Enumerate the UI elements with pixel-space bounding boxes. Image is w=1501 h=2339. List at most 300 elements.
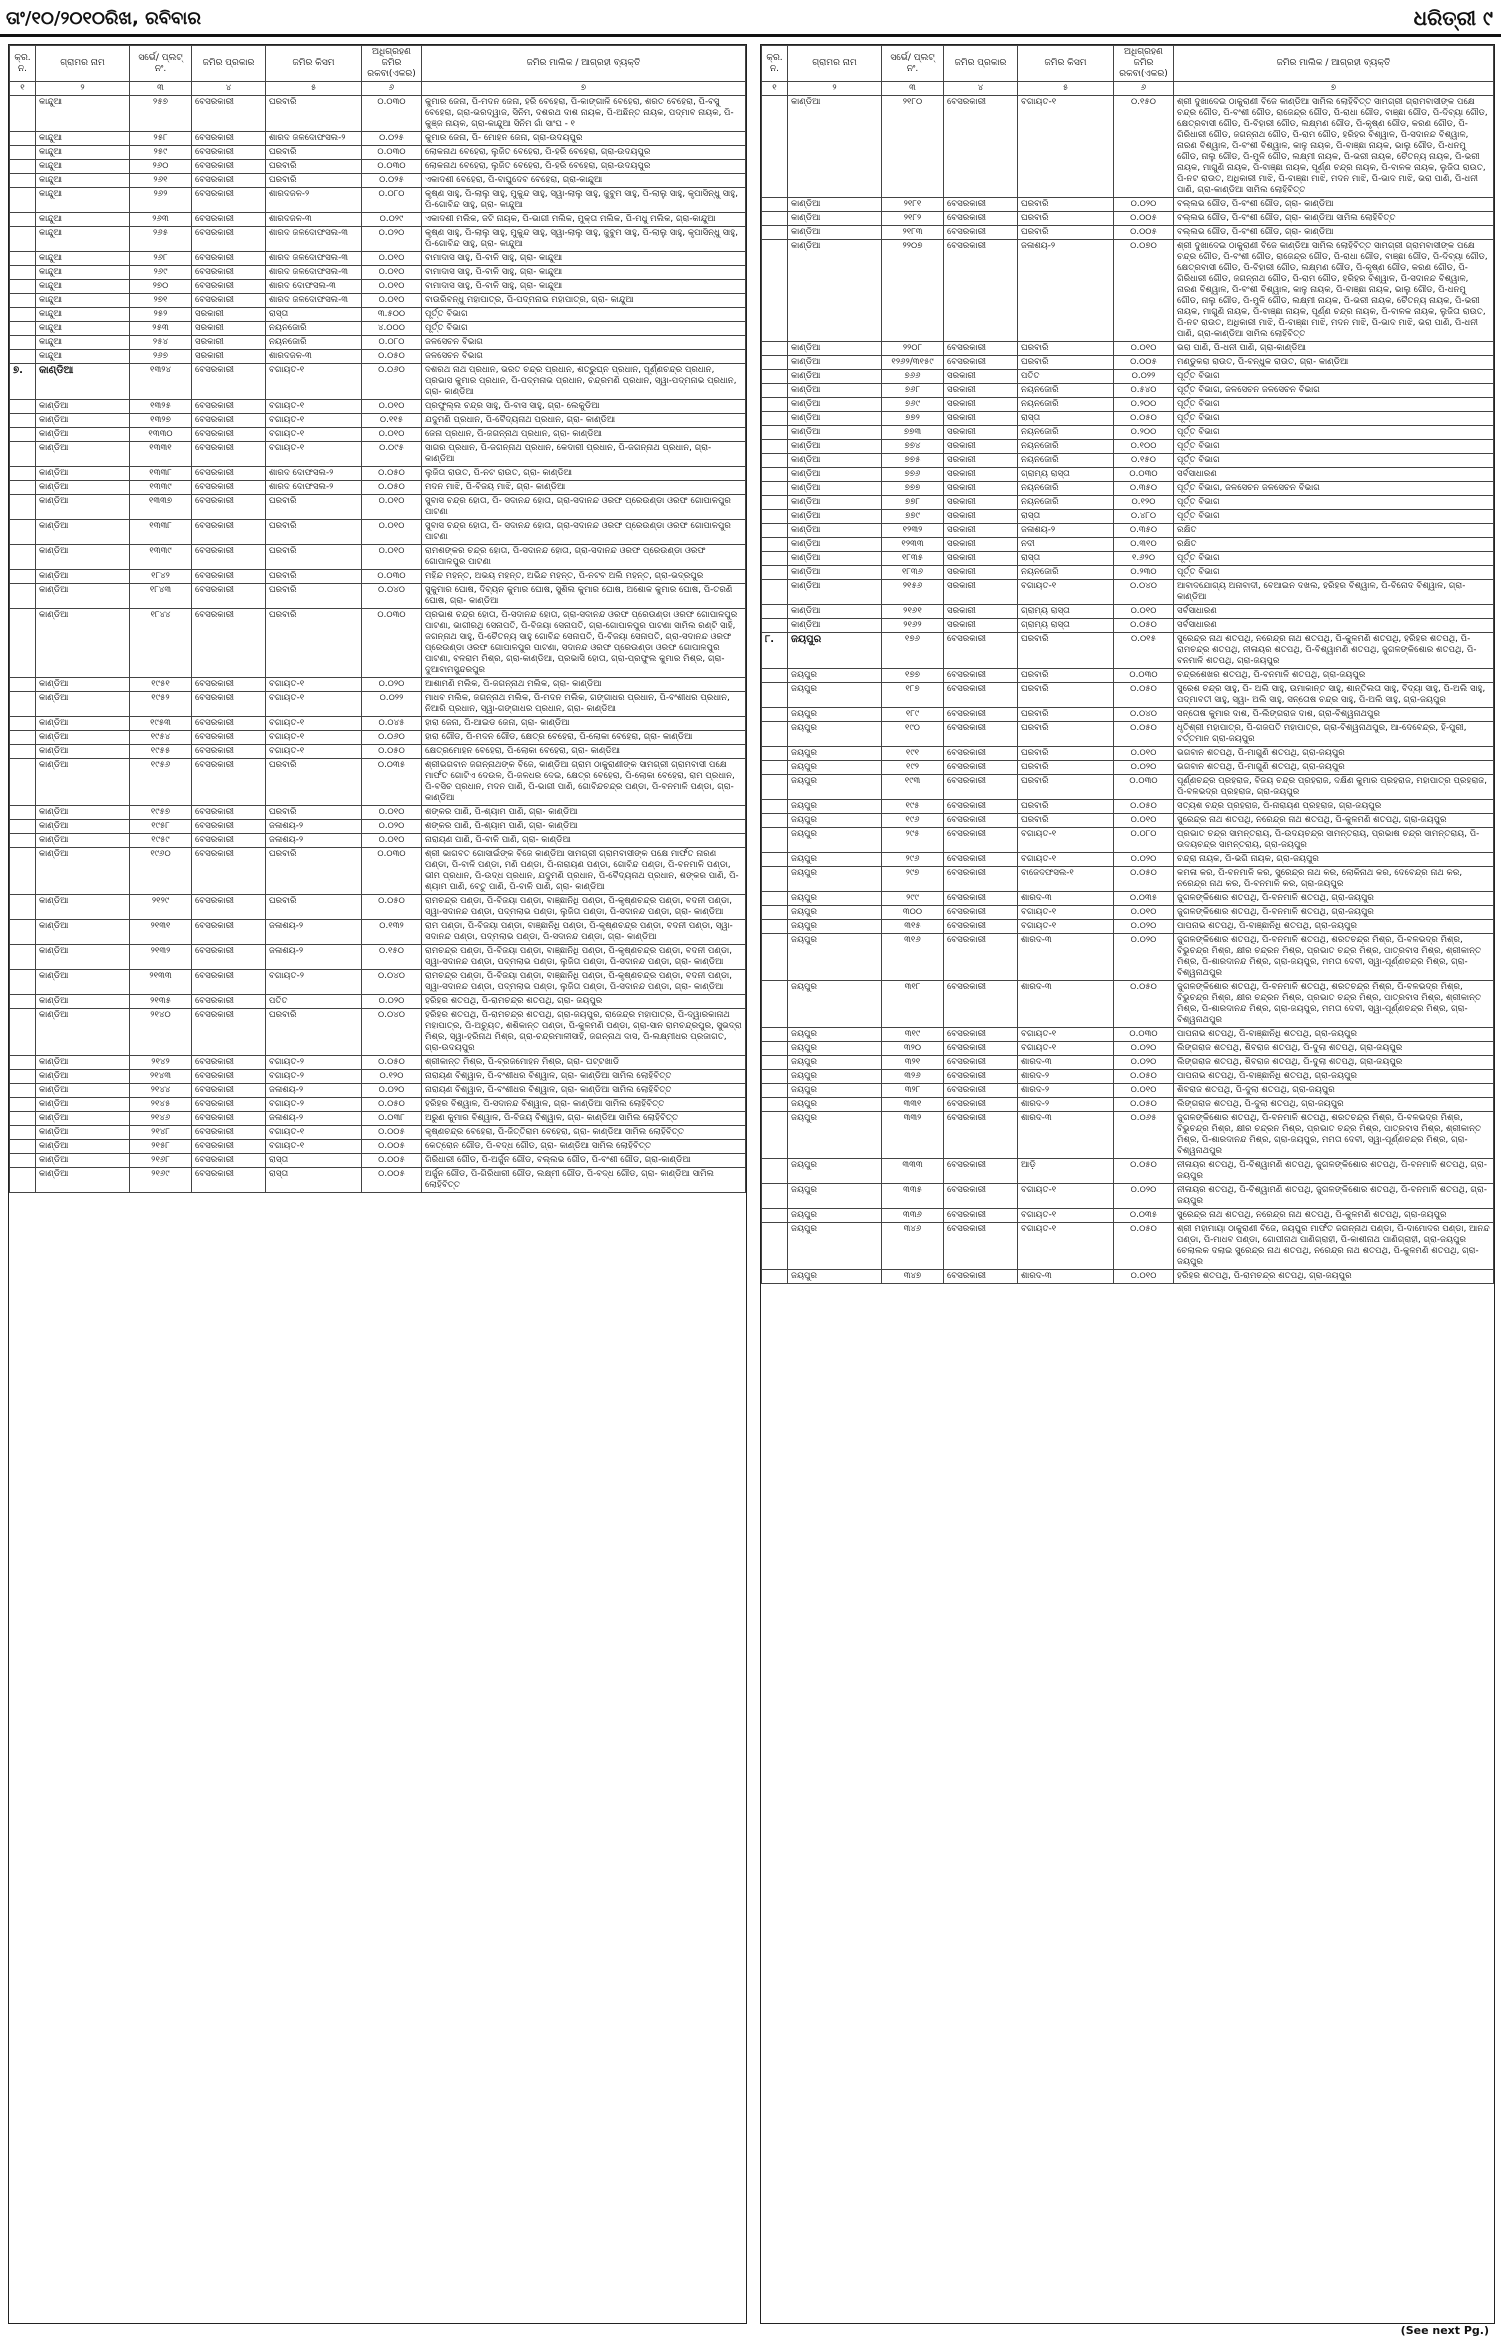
plot-cell: ୩୧୬ [882,934,944,981]
plot-cell: ୨୧୪୨ [130,1056,192,1070]
table-row [10,495,746,520]
land-type-cell: ବେସରକାରୀ [944,342,1018,356]
area-cell: ୦.୦୦୫ [1114,356,1174,370]
area-cell: ୦.୦୨୦ [1114,761,1174,775]
table-row [10,146,746,160]
plot-cell: ୧୩୨୫ [130,400,192,414]
sl-cell [762,1209,788,1223]
table-row [762,1223,1494,1270]
village-cell: କାଣ୍ଡିଆ [788,398,882,412]
kisam-cell: ପତିତ [266,995,362,1009]
owner-cell: ପୂର୍ତ୍ତ ବିଭାଗ [1174,552,1494,566]
plot-cell: ୧୯୬ [882,814,944,828]
sl-cell [762,468,788,482]
owner-cell: ନୀଳାୟର ଶତପଥି, ପି-ବିଶ୍ୱାମଣି ଶତପଥି, ଜୁଗଳଙ୍କିଶୋର ଶତପଥି, ପି-ବନମାଳି ଶତପଥି, ଗ୍ରା-ଜୟପୁର [1174,1159,1494,1184]
land-type-cell: ବେସରକାରୀ [192,227,266,252]
owner-cell: ଶ୍ରୀ ଦୁଖାଦେଇ ଠାକୁରାଣୀ ବିଜେ କାଣ୍ଡିଆ ସାମିଲ ଲୋହିବିତ୍ତ ସାମଗ୍ରୀ ଗ୍ରାମବାସୀଙ୍କ ପକ୍ଷେ ଚନ୍ଦ୍ର ଗୌଡ, ପି-ବଂଶୀ ଗୌଡ, ରାଜେନ୍ଦ୍ର ଗୌଡ, ପି-ରାଧା ଗୌଡ, ବାଞ୍ଛା ଗୌଡ, ପି-ଦିବ୍ୟା ଗୌଡ, କ୍ଷେତ୍ରବାସୀ ଗୌଡ, ପି-ବିହାରୀ ଗୌଡ, ଲକ୍ଷ୍ମଣ ଗୌଡ, ପି-କୃଷ୍ଣ ଗୌଡ, କରଣ ଗୌଡ, ପି-ଗିରିଧାରୀ ଗୌଡ, ଜଗନ୍ନାଥ ଗୌଡ, ପି-ରାମ ଗୌଡ, ହରିହର ବିଶ୍ୱାଳ, ପି-ସଦାନନ୍ଦ ବିଶ୍ୱାଳ, ନାରଣ ବିଶ୍ୱାଳ, ପି-ବଂଶୀ ବିଶ୍ୱାଳ, କାଳୁ ନାୟକ, ପି-ବାଞ୍ଛା ନାୟକ, ଭାଲୁ ଗୌଡ, ପି-ଧନମୁ ଗୌଡ, ନାଲୁ ଗୌଡ, ପି-ମୁଳି ଗୌଡ, ଲକ୍ଷ୍ମୀ ନାୟକ, ପି-ଭରୀ ନାୟକ, ଚୈତନ୍ୟ ନାୟକ, ପି-ଭରୀ ନାୟକ, ମାଗୁଣି ନାୟକ, ପି-ବାଞ୍ଛା ନାୟକ, ପୂର୍ଣ୍ଣ ଚନ୍ଦ୍ର ନାୟକ, ପି-ବାଳକ ନାୟକ, ଲୁଜିତା ରାଉତ, ପି-ନଟ ରାଉତ, ଅଧିକାରୀ ମାଝି, ପି-ବାଞ୍ଛା ମାଝି, ମଦନ ମାଝି, ପି-ଭାଦ ମାଝି, ଭରା ପାଣି, ପି-ଧନୀ ପାଣି, ଗ୍ରା-କାଣ୍ଡିଆ ସାମିଲ ଲୋହିବିତ୍ତ [1174,240,1494,342]
table-row [762,426,1494,440]
kisam-cell: ଘରବାରି [266,609,362,678]
village-cell: କାଣ୍ଡିଆ [36,442,130,467]
table-row [762,510,1494,524]
owner-cell: ସର୍ବସାଧାରଣ [1174,619,1494,633]
table-row [10,467,746,481]
sl-cell [10,146,36,160]
table-row [10,570,746,584]
land-type-cell: ବେସରକାରୀ [944,906,1018,920]
area-cell: ୩.୫୦୦ [362,308,422,322]
plot-cell: ୩୧୯ [882,1028,944,1042]
area-cell: ୦.୦୪୫ [362,717,422,731]
village-cell: ଜୟପୁର [788,934,882,981]
land-type-cell: ବେସରକାରୀ [944,1056,1018,1070]
plot-cell: ୧୨୬୨/୩୧୫୯ [882,356,944,370]
area-cell: ୦.୦୧୦ [362,280,422,294]
sl-cell [762,566,788,580]
area-cell: ୦.୦୨୦ [1114,853,1174,867]
table-row [762,482,1494,496]
owner-cell: ମହିନ୍ଦ ମହନ୍ତ, ଅଭୟ ମହନ୍ତ, ଅଭିନ୍ଦ ମହନ୍ତ, ପି-ନଟବ ଅଲି ମହନ୍ତ, ଗ୍ରା-ଭଦ୍ରପୁର [422,570,746,584]
owner-cell: ପୂର୍ଣ୍ଣଚନ୍ଦ୍ର ପ୍ରହରାଜ, ବିଜୟ ଚନ୍ଦ୍ର ପ୍ରହରାଜ, ଦକ୍ଷିଣ କୁମାର ପ୍ରହରାଜ, ମହାପାତ୍ର ପ୍ରହରାଜ, ପି-ବଳଭଦ୍ର ପ୍ରହରାଜ, ଗ୍ରା-ଜୟପୁର [1174,775,1494,800]
owner-cell: ରକ୍ଷିତ [1174,524,1494,538]
sl-cell [10,806,36,820]
land-type-cell: ବେସରକାରୀ [192,252,266,266]
area-cell: ୦.୦୨୦ [1114,1056,1174,1070]
land-type-cell: ବେସରକାରୀ [192,495,266,520]
kisam-cell: ଘରବାରି [266,174,362,188]
plot-cell: ୨୧୪୫ [130,1098,192,1112]
sl-cell [762,920,788,934]
table-row [762,633,1494,669]
kisam-cell: ଘରବାରି [1018,198,1114,212]
sl-cell [762,1159,788,1184]
sl-cell [762,524,788,538]
kisam-cell: ନୟନଜୋରି [1018,454,1114,468]
land-type-cell: ବେସରକାରୀ [192,570,266,584]
sl-cell [762,212,788,226]
area-cell: ୦.୦୧୦ [362,400,422,414]
kisam-cell: ରାସ୍ତା [1018,552,1114,566]
land-type-cell: ବେସରକାରୀ [944,722,1018,747]
kisam-cell: ଶାରଦ ଜଳଦୋଫସଲ-୩ [266,266,362,280]
plot-cell: ୩୨୮ [882,1084,944,1098]
sl-cell [10,428,36,442]
kisam-cell: ଗ୍ରାମ୍ୟ ରାସ୍ତା [1018,468,1114,482]
sl-cell [10,520,36,545]
table-header-row [10,46,746,82]
plot-cell: ୧୯୫୯ [130,834,192,848]
area-cell: ୦.୧୩୨ [362,920,422,945]
table-row [762,683,1494,708]
area-cell: ୦.୦୨୦ [362,820,422,834]
table-row [762,342,1494,356]
sl-cell [762,761,788,775]
kisam-cell: ଘରବାରି [1018,761,1114,775]
plot-cell: ୨୧୮୧ [882,198,944,212]
table-row [762,892,1494,906]
owner-cell: ସୁବାସ ଚନ୍ଦ୍ର ହୋତା, ପି- ସଦାନନ୍ଦ ହୋତା, ଗ୍ରା-ସଦାନନ୍ଦ ଓରଫ ପ୍ରେଉଣ୍ଡା ଓରଫ ଗୋପାଳପୁର ପାଟଣା [422,520,746,545]
land-type-cell: ବେସରକାରୀ [192,188,266,213]
land-type-cell: ବେସରକାରୀ [944,853,1018,867]
sl-cell [10,308,36,322]
kisam-cell: ଶାରଦ-୨ [1018,1084,1114,1098]
village-cell: ଜୟପୁର [788,1159,882,1184]
village-cell: କାଣ୍ଡିଆ [36,609,130,678]
plot-cell: ୧୭୭ [882,669,944,683]
sl-cell [10,160,36,174]
land-type-cell: ବେସରକାରୀ [944,1098,1018,1112]
sl-cell [10,731,36,745]
village-cell: ଜୟପୁର [788,1028,882,1042]
village-cell: କାଣ୍ଡିଆ [36,920,130,945]
table-row [10,400,746,414]
area-cell: ୦.୦୩୦ [362,570,422,584]
table-row [10,364,746,400]
village-cell: କାଣ୍ଡିଆ [788,619,882,633]
owner-cell: କୁମାର ଜେନା, ପି-ମଦନ ଜେନା, ହରି ବେହେରା, ପି-କାଙ୍ଗାଳି ବେହେରା, ଶରତ ବେହେରା, ପି-ବସୁ ବେହେରା, ଗ୍ରା-ଭରଦ୍ୱାଜ, ସିନିମ, ଦଶରଥ ଦାଶ ନାୟକ, ପି-ଅଛିନ୍ତ ନାୟକ, ପଦ୍ମାବ ନାୟକ, ପି-କୁଞ୍ଜ ନାୟକ, ଗ୍ରା-କାନ୍ଦୁଆ ସିନିମ ଗାଁ ସାଂଘ - ୧ [422,96,746,132]
sl-cell [10,745,36,759]
land-type-cell: ବେସରକାରୀ [192,920,266,945]
land-type-cell: ବେସରକାରୀ [944,1184,1018,1209]
sl-cell [10,266,36,280]
plot-cell: ୨୯୫ [882,828,944,853]
plot-cell: ୨୯୭ [882,867,944,892]
owner-cell: ଜୁଗଳଙ୍କିଶୋର ଶତପଥି, ପି-ବନମାଳି ଶତପଥି, ଗ୍ରା-ଜୟପୁର [1174,906,1494,920]
sl-cell [10,174,36,188]
land-type-cell: ସରକାରୀ [944,454,1018,468]
kisam-cell: ବଗାୟତ-୧ [1018,906,1114,920]
owner-cell: ପୂର୍ତ୍ତ ବିଭାଗ [1174,510,1494,524]
plot-cell: ୨୫୪ [130,336,192,350]
table-row [10,848,746,895]
land-type-cell: ବେସରକାରୀ [192,995,266,1009]
owner-cell: ଅରୁଣ କୁମାର ବିଶ୍ୱାଳ, ପି-ବିଜୟ ବିଶ୍ୱାଳ, ଗ୍ରା- କାଣ୍ଡିଆ ସାମିଲ ଲୋହିବିତ୍ତ [422,1112,746,1126]
area-cell: ୦.୦୫୦ [1114,722,1174,747]
sl-cell [762,814,788,828]
owner-cell: ମଦନ ମାଝି, ପି-ବିଜୟ ମାଝି, ଗ୍ରା- କାଣ୍ଡିଆ [422,481,746,495]
kisam-cell: ନୟନଜୋରି [266,322,362,336]
owner-cell: ଶଙ୍କର ପାଣି, ପି-ଶ୍ୟାମ ପାଣି, ଗ୍ରା- କାଣ୍ଡିଆ [422,820,746,834]
sl-cell [762,552,788,566]
kisam-cell: ଘରବାରି [1018,356,1114,370]
land-type-cell: ବେସରକାରୀ [192,834,266,848]
owner-cell: ଶ୍ରୀକାନ୍ତ ମିଶ୍ର, ପି-ବ୍ରଜମୋହନ ମିଶ୍ର, ଗ୍ରା- ଘଟ୍ଟଖାଡି [422,1056,746,1070]
kisam-cell: ଘରବାରି [1018,669,1114,683]
village-cell: କାନ୍ଦୁଆ [36,350,130,364]
table-row [762,761,1494,775]
page-label: ଧରିତ୍ରୀ ୯ [1413,6,1493,30]
table-row [10,945,746,970]
plot-cell: ୩୦୦ [882,906,944,920]
plot-cell: ୨୨୦୭ [882,240,944,342]
sl-cell [762,342,788,356]
owner-cell: ସୁବାସ ଚନ୍ଦ୍ର ହୋତା, ପି- ସଦାନନ୍ଦ ହୋତା, ଗ୍ରା-ସଦାନନ୍ଦ ଓରଫ ପ୍ରେଉଣ୍ଡା ଓରଫ ଗୋପାଳପୁର ପାଟଣା [422,495,746,520]
owner-cell: କୁମାର ଜେନା, ପି- ମୋହନ ଜେନା, ଗ୍ରା-ଉଦୟପୁର [422,132,746,146]
village-cell: କାନ୍ଦୁଆ [36,336,130,350]
village-cell: କାଣ୍ଡିଆ [788,552,882,566]
owner-cell: ନାରାୟଣ ପାଣି, ପି-ବାଳି ପାଣି, ଗ୍ରା- କାଣ୍ଡିଆ [422,834,746,848]
plot-cell: ୭୭୪ [882,440,944,454]
owner-cell: ନାରାୟଣ ବିଶ୍ୱାଳ, ପି-ବଂଶୀଧର ବିଶ୍ୱାଳ, ଗ୍ରା- କାଣ୍ଡିଆ ସାମିଲ ଲୋହିବିତ୍ତ [422,1070,746,1084]
land-type-cell: ସରକାରୀ [944,398,1018,412]
sl-cell [10,834,36,848]
table-row [10,692,746,717]
area-cell: ୦.୦୯୫ [362,442,422,467]
plot-cell: ୩୨୦ [882,1042,944,1056]
plot-cell: ୧୨୩୩ [882,538,944,552]
plot-cell: ୨୧୮୩ [882,226,944,240]
table-row [762,552,1494,566]
area-cell: ୦.୦୧୦ [362,428,422,442]
area-cell: ୦.୦୬୫ [1114,1112,1174,1159]
kisam-cell: ଘରବାରି [266,160,362,174]
village-cell: ଜୟପୁର [788,747,882,761]
village-cell: କାନ୍ଦୁଆ [36,96,130,132]
owner-cell: ପାପନାଭ ଶତପଥି, ପି-ବାଞ୍ଛାନିଧି ଶତପଥି, ଗ୍ରା-ଜୟପୁର [1174,920,1494,934]
village-cell: କାଣ୍ଡିଆ [36,717,130,731]
sl-cell [10,1056,36,1070]
area-cell: ୦.୦୫୦ [362,745,422,759]
table-row [762,669,1494,683]
area-cell: ୦.୦୩୦ [1114,669,1174,683]
area-cell: ୦.୧୨୦ [1114,496,1174,510]
table-row [10,1126,746,1140]
sl-cell [10,294,36,308]
table-row [762,1084,1494,1098]
land-type-cell: ସରକାରୀ [192,336,266,350]
kisam-cell: ବାଜେଦଫସଲ-୧ [1018,867,1114,892]
owner-cell: ପୂର୍ତ୍ତ ବିଭାଗ, ଜଳସେଚନ ଜଳସେଚନ ବିଭାଗ [1174,384,1494,398]
sl-cell [10,920,36,945]
owner-cell: ଅର୍ଜୁନ ଗୌଡ, ପି-ଗିରିଧାରୀ ଗୌଡ, ଲକ୍ଷ୍ମୀ ଗୌଡ, ପି-ବଦ୍ଧ ଗୌଡ, ଗ୍ରା- କାଣ୍ଡିଆ ସାମିଲ ଲୋହିବିତ୍ତ [422,1168,746,1193]
area-cell: ୦.୦୩୦ [362,146,422,160]
owner-cell: ରାମଚନ୍ଦ୍ର ପଣ୍ଡା, ପି-ବିଜୟା ପଣ୍ଡା, ବାଞ୍ଛାନିଧି ପଣ୍ଡା, ପି-କୃଷ୍ଣଚନ୍ଦ୍ର ପଣ୍ଡା, ବଦନୀ ପଣ୍ଡା, ସ୍ୱା-ସଦାନନ୍ଦ ପଣ୍ଡା, ପଦ୍ମଲାଭ ପଣ୍ଡା, ଲୁଜିତା ପଣ୍ଡା, ପି-ସଦାନନ୍ଦ ପଣ୍ଡା, ଗ୍ରା- କାଣ୍ଡିଆ [422,970,746,995]
plot-cell: ୧୯୦ [882,722,944,747]
village-cell: କାଣ୍ଡିଆ [788,198,882,212]
col-number: ୬ [1114,82,1174,96]
owner-cell: ଯଦୁମଣି ପ୍ରଧାନ, ପି-ବୈଦ୍ୟନାଥ ପ୍ରଧାନ, ଗ୍ରା- କାଣ୍ଡିଆ [422,414,746,428]
sl-cell [10,1168,36,1193]
kisam-cell: ଜଳାଶୟ-୨ [266,1084,362,1098]
table-row [10,336,746,350]
owner-cell: ରାମ ପଣ୍ଡା, ପି-ବିଜୟା ପଣ୍ଡା, ବାଞ୍ଛାନିଧି ପଣ୍ଡା, ପି-କୃଷ୍ଣଚନ୍ଦ୍ର ପଣ୍ଡା, ବଦନୀ ପଣ୍ଡା, ସ୍ୱା-ସଦାନନ୍ଦ ପଣ୍ଡା, ପଦ୍ମଲାଭ ପଣ୍ଡା, ପି-ସଦାନନ୍ଦ ପଣ୍ଡା, ଗ୍ରା- କାଣ୍ଡିଆ [422,920,746,945]
land-type-cell: ବେସରକାରୀ [944,981,1018,1028]
sl-cell [10,467,36,481]
land-type-cell: ସରକାରୀ [944,496,1018,510]
land-type-cell: ସରକାରୀ [944,426,1018,440]
owner-cell: ପୂର୍ତ୍ତ ବିଭାଗ [1174,496,1494,510]
area-cell: ୦.୦୧୦ [1114,747,1174,761]
table-row [10,1168,746,1193]
col-number: ୭ [1174,82,1494,96]
sl-cell [10,442,36,467]
area-cell: ୦.୦୦୫ [362,1168,422,1193]
sl-cell [762,722,788,747]
owner-cell: ସୁରେନ୍ଦ୍ର ନାଥ ଶତପଥି, ନରେନ୍ଦ୍ର ନାଥ ଶତପଥି, ପି-କୁଳମଣି ଶତପଥି, ଗ୍ରା-ଜୟପୁର [1174,814,1494,828]
village-cell: କାଣ୍ଡିଆ [36,731,130,745]
land-type-cell: ବେସରକାରୀ [192,1009,266,1056]
owner-cell: କମଳା କର, ପି-ବନମାଳି କର, ସୁରେନ୍ଦ୍ର ନାଥ କର, ଲୋକିନାଥ କର, ଦେବେନ୍ଦ୍ର ନାଥ କର, ନରେନ୍ଦ୍ର ନାଥ କର, ପି-ବନମାଳି କର, ଗ୍ରା-ଜୟପୁର [1174,867,1494,892]
owner-cell: ପୂର୍ତ୍ତ ବିଭାଗ [1174,370,1494,384]
area-cell: ୦.୦୧୦ [362,806,422,820]
owner-cell: ହରିହର ଶତପଥି, ପି-ରାମଚନ୍ଦ୍ର ଶତପଥି, ଗ୍ରା-ଜୟପୁର [1174,1270,1494,1284]
table-row [762,226,1494,240]
area-cell: ୦.୦୪୦ [1114,580,1174,605]
village-cell: ଜୟପୁର [788,761,882,775]
table-row [10,481,746,495]
area-cell: ୦.୧୫୦ [362,945,422,970]
kisam-cell: ଶାରଦଜଳ-୩ [266,213,362,227]
area-cell: ୦.୦୫୦ [1114,800,1174,814]
owner-cell: କୃଷ୍ଣଚନ୍ଦ୍ର ବେହେରା, ପି-ଜିତ୍ତିରାମ ବେହେରା, ଗ୍ରା- କାଣ୍ଡିଆ ସାମିଲ ଲୋହିବିତ୍ତ [422,1126,746,1140]
plot-cell: ୧୮୭ [882,683,944,708]
area-cell: ୦.୦୦୫ [1114,212,1174,226]
village-cell: କାଣ୍ଡିଆ [36,678,130,692]
kisam-cell: ରାସ୍ତା [266,1154,362,1168]
sl-cell [10,820,36,834]
col-number: ୬ [362,82,422,96]
land-type-cell: ବେସରକାରୀ [944,800,1018,814]
table-row [10,213,746,227]
plot-cell: ୭୭୩ [882,426,944,440]
area-cell: ୦.୦୨୯ [362,213,422,227]
kisam-cell: ଘରବାରି [1018,708,1114,722]
kisam-cell: ଜଳାଶୟ-୨ [1018,524,1114,538]
kisam-cell: ଘରବାରି [266,520,362,545]
land-type-cell: ବେସରକାରୀ [192,745,266,759]
kisam-cell: ବଗାୟତ-୧ [1018,828,1114,853]
kisam-cell: ଜଳାଶୟ-୨ [1018,240,1114,342]
kisam-cell: ଘରବାରି [1018,212,1114,226]
table-row [10,1070,746,1084]
land-type-cell: ବେସରକାରୀ [192,266,266,280]
col-area: ଅଧିଗ୍ରହଣ ଜମିର ରକବା(ଏକର) [362,46,422,82]
area-cell: ୦.୦୬୦ [362,364,422,400]
kisam-cell: ଘରବାରି [266,146,362,160]
col-number: ୩ [130,82,192,96]
village-cell: କାଣ୍ଡିଆ [788,605,882,619]
owner-cell: ଲୋକନାଥ ବେହେରା, ଲୁଜିତ ବେହେରା, ପି-ହରି ବେହେରା, ଗ୍ରା-ଉଦୟପୁର [422,146,746,160]
village-cell: କାନ୍ଦୁଆ [36,160,130,174]
col-area: ଅଧିଗ୍ରହଣ ଜମିର ରକବା(ଏକର) [1114,46,1174,82]
table-row [762,934,1494,981]
land-type-cell: ବେସରକାରୀ [192,428,266,442]
table-row [10,280,746,294]
village-cell: କାଣ୍ଡିଆ [36,1168,130,1193]
kisam-cell: ବଗାୟତ-୨ [266,970,362,995]
table-row [762,524,1494,538]
village-cell: କାନ୍ଦୁଆ [36,132,130,146]
plot-cell: ୧୩୩୧ [130,442,192,467]
table-row [10,895,746,920]
land-type-cell: ବେସରକାରୀ [192,717,266,731]
land-type-cell: ବେସରକାରୀ [944,775,1018,800]
area-cell: ୦.୫୪୦ [1114,384,1174,398]
village-cell: ଜୟପୁର [788,892,882,906]
owner-cell: ଆବାଦଯୋଗ୍ୟ ଅନାବାଦୀ, ବେଆଇନ ଦଖଲ, ହରିହର ବିଶ୍ୱାଳ, ପି-ବିନୋଦ ବିଶ୍ୱାଳ, ଗ୍ରା- କାଣ୍ଡିଆ [1174,580,1494,605]
plot-cell: ୧୭୬ [882,633,944,669]
land-type-cell: ବେସରକାରୀ [192,442,266,467]
kisam-cell: ବଗାୟତ-୧ [1018,580,1114,605]
village-cell: କାଣ୍ଡିଆ [788,240,882,342]
table-row [10,1056,746,1070]
land-type-cell: ବେସରକାରୀ [192,759,266,806]
land-type-cell: ବେସରକାରୀ [944,669,1018,683]
village-cell: କାଣ୍ଡିଆ [36,1126,130,1140]
village-cell: କାଣ୍ଡିଆ [36,970,130,995]
owner-cell: ପୂର୍ତ୍ତ ବିଭାଗ [422,322,746,336]
land-type-cell: ସରକାରୀ [944,580,1018,605]
plot-cell: ୨୭୧ [130,294,192,308]
sl-cell [10,1009,36,1056]
plot-cell: ୩୩୫ [882,1184,944,1209]
sl-cell [10,759,36,806]
village-cell: କାଣ୍ଡିଆ [36,806,130,820]
village-cell: କାନ୍ଦୁଆ [36,227,130,252]
table-row [10,970,746,995]
owner-cell: ପୂର୍ତ୍ତ ବିଭାଗ [1174,454,1494,468]
land-type-cell: ବେସରକାରୀ [944,240,1018,342]
village-cell: କାଣ୍ଡିଆ [788,342,882,356]
area-cell: ୧.୬୨୦ [1114,552,1174,566]
village-cell: କାନ୍ଦୁଆ [36,308,130,322]
owner-cell: ଭରା ପାଣି, ପି-ଧନୀ ପାଣି, ଗ୍ରା-କାଣ୍ଡିଆ [1174,342,1494,356]
area-cell: ୦.୦୨୦ [362,995,422,1009]
land-type-cell: ବେସରକାରୀ [192,848,266,895]
kisam-cell: ବଗାୟତ-୨ [266,1056,362,1070]
table-row [10,266,746,280]
table-row [762,981,1494,1028]
table-row [762,1042,1494,1056]
kisam-cell: ଶାରଦ ଦୋଫସଲ-୩ [266,280,362,294]
sl-cell [10,1084,36,1098]
village-cell: କାଣ୍ଡିଆ [36,834,130,848]
kisam-cell: ନୟନଜୋରି [1018,384,1114,398]
plot-cell: ୧୮୩୫ [882,552,944,566]
area-cell: ୦.୦୧୦ [1114,605,1174,619]
village-cell: କାଣ୍ଡିଆ [788,538,882,552]
area-cell: ୦.୦୪୦ [362,584,422,609]
table-row [762,867,1494,892]
sl-cell [10,252,36,266]
village-cell: କାଣ୍ଡିଆ [36,414,130,428]
village-cell: କାଣ୍ଡିଆ [788,510,882,524]
col-number: ୪ [192,82,266,96]
kisam-cell: ଘରବାରି [1018,814,1114,828]
village-cell: ଜୟପୁର [788,775,882,800]
kisam-cell: ବଗାୟତ-୧ [1018,1209,1114,1223]
village-cell: କାଣ୍ଡିଆ [36,570,130,584]
kisam-cell: ବଗାୟତ-୧ [1018,920,1114,934]
land-type-cell: ବେସରକାରୀ [192,294,266,308]
village-cell: କାଣ୍ଡିଆ [788,212,882,226]
sl-cell [762,800,788,814]
area-cell: ୦.୧୫୦ [1114,96,1174,198]
kisam-cell: ବଗାୟତ-୧ [1018,1028,1114,1042]
plot-cell: ୨୨୦୮ [882,342,944,356]
table-row [762,619,1494,633]
table-row [10,160,746,174]
village-cell: ଜୟପୁର [788,1270,882,1284]
kisam-cell: ଶାରଦଜଳ-୨ [266,188,362,213]
area-cell: ୦.୨୦୦ [1114,426,1174,440]
plot-cell: ୩୩୩ [882,1159,944,1184]
sl-cell [762,580,788,605]
area-cell: ୦.୦୫୦ [362,467,422,481]
kisam-cell: ଜଳାଶୟ-୨ [266,834,362,848]
col-owner: ଜମିର ମାଲିକ / ଆଗ୍ରହୀ ବ୍ୟକ୍ତି [1174,46,1494,82]
table-row [762,240,1494,342]
sl-cell [10,96,36,132]
